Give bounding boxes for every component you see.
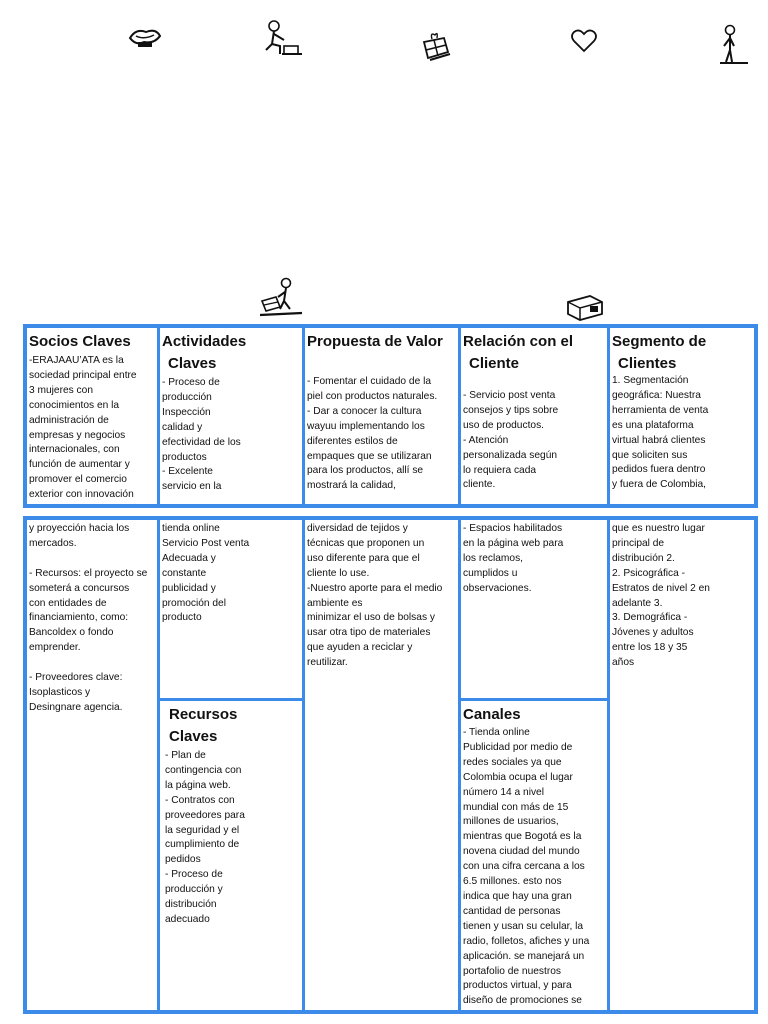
relacion-cliente-title: Relación con el: [463, 333, 574, 350]
relacion-cliente-text: - Servicio post venta consejos y tips sobre uso de productos. - Atención personalizada según lo requiera cada cliente.: [463, 390, 559, 491]
canales-cell: [463, 704, 609, 1009]
relacion-cliente-cont: [463, 522, 607, 597]
gift-icon: [418, 30, 452, 62]
propuesta-valor-text: - Fomentar el cuidado de la piel con productos naturales. - Dar a conocer la cultura wayuu implementando los diferentes estilos de empaques que se utilizaran para los productos, allí se mostrará la calidad,: [307, 376, 438, 492]
segmento-clientes-text: 1. Segmentación geográfica: Nuestra herramienta de venta es una plataforma virtual habrá clientes que soliciten sus pedidos fuera dentro y fuera de Colombia,: [612, 375, 709, 491]
partners-icon: [128, 24, 162, 50]
heart-icon: [570, 28, 598, 54]
actividades-claves-title-2: Claves: [168, 355, 217, 372]
activities-icon: [262, 20, 304, 58]
segmento-clientes-title-2: Clientes: [618, 355, 677, 372]
relacion-cliente-cell: [463, 331, 607, 493]
recursos-claves-cell: [165, 704, 301, 928]
recursos-claves-title: Recursos: [169, 706, 238, 723]
segmento-clientes-cell: [612, 331, 754, 493]
segmento-clientes-cont-text: que es nuestro lugar principal de distribución 2. 2. Psicográfica - Estratos de nivel 2 en adelante 3. 3. Demográfica - Jóvenes y adultos entre los 18 y 35 años: [612, 523, 710, 669]
socios-claves-cell: [29, 331, 157, 503]
segmento-clientes-cont: [612, 522, 754, 671]
recursos-claves-title-2: Claves: [169, 728, 218, 745]
socios-claves-cont-text: y proyección hacia los mercados. - Recursos: el proyecto se someterá a concursos con entidades de financiamiento, como: Bancoldex o fondo emprender. - Proveedores clave: Isoplasticos y Desingnare agencia.: [29, 523, 148, 713]
actividades-claves-text: - Proceso de producción Inspección calidad y efectividad de los productos - Excelente servicio en la: [162, 377, 241, 493]
person-icon: [716, 24, 750, 66]
segmento-clientes-title: Segmento de: [612, 333, 707, 350]
propuesta-valor-cont: [307, 522, 457, 671]
socios-claves-title: Socios Claves: [29, 333, 131, 350]
relacion-cliente-title-2: Cliente: [469, 355, 520, 372]
resources-icon: [258, 277, 304, 319]
truck-icon: [564, 294, 606, 322]
actividades-claves-cont-text: tienda online Servicio Post venta Adecuada y constante publicidad y promoción del producto: [162, 523, 250, 624]
actividades-claves-cont: [162, 522, 300, 626]
actividades-claves-title: Actividades: [162, 333, 247, 350]
socios-claves-text: -ERAJAAU’ATA es la sociedad principal entre 3 mujeres con conocimientos en la administración de empresas y negocios internacionales, con función de aumentar y promover el comercio exterior con innovación: [29, 355, 137, 501]
relacion-cliente-cont-text: - Espacios habilitados en la página web para los reclamos, cumplidos u observaciones.: [463, 523, 564, 594]
propuesta-valor-cont-text: diversidad de tejidos y técnicas que proponen un uso diferente para que el cliente lo use. -Nuestro aporte para el medio ambiente es minimizar el uso de bolsas y usar otra tipo de materiales que ayuden a reciclar y reutilizar.: [307, 523, 443, 669]
actividades-claves-cell: [162, 331, 300, 495]
socios-claves-cont: [29, 522, 157, 716]
recursos-claves-text: - Plan de contingencia con la página web. - Contratos con proveedores para la seguridad y el cumplimiento de pedidos - Proceso de producción y distribución adecuado: [165, 750, 245, 925]
propuesta-valor-cell: [307, 331, 457, 494]
canales-text: - Tienda online Publicidad por medio de redes sociales ya que Colombia ocupa el lugar número 14 a nivel mundial con más de 15 millones de usuarios, mientras que Bogotá es la novena ciudad del mundo con una cifra cercana a los 6.5 millones. esto nos indica que hay una gran cantidad de personas tienen y usan su celular, la radio, folletos, afiches y una aplicación. se manejará un portafolio de nuestros productos virtual, y para diseño de promociones se: [463, 727, 590, 1007]
canales-title: Canales: [463, 706, 521, 723]
propuesta-valor-title: Propuesta de Valor: [307, 333, 443, 350]
